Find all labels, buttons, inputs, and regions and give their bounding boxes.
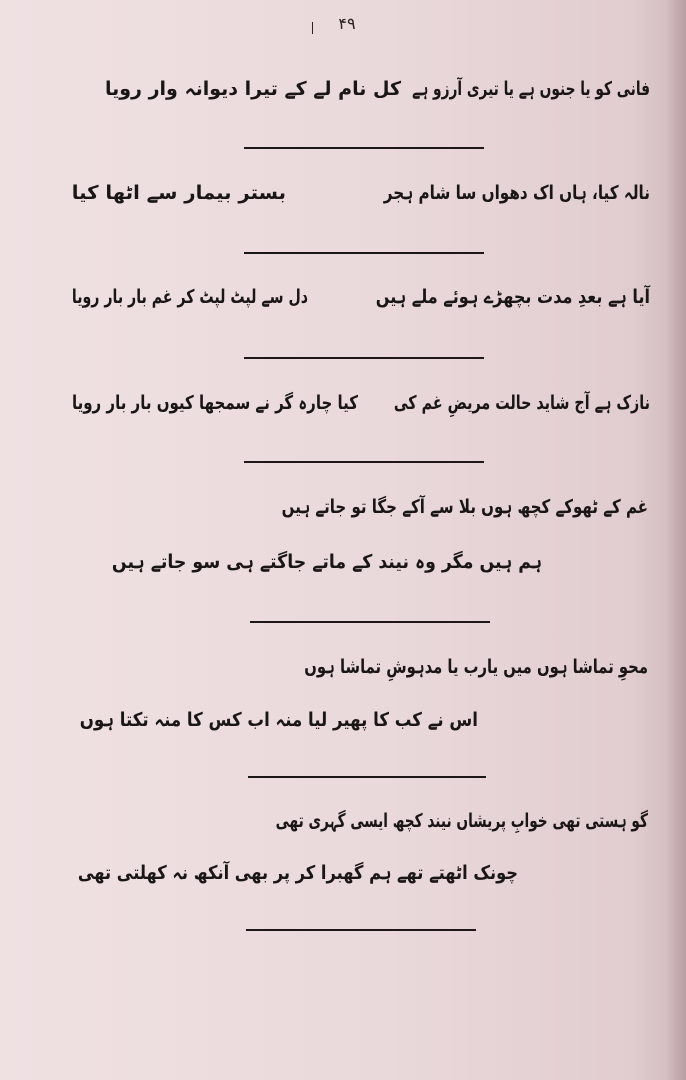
verse-3-right-misra: دل سے لپٹ لپٹ کر غم بار بار رویا: [71, 286, 308, 308]
verse-1-left-misra: فانی کو یا جنوں ہے یا تیری آرزو ہے: [412, 78, 650, 100]
verse-2-left-misra: نالہ کیا، ہاں اک دھواں سا شام ہجر: [383, 182, 650, 204]
verse-2-right-misra: بستر بیمار سے اٹھا کیا: [71, 182, 286, 204]
couplet-2-line-2: اس نے کب کا پھیر لیا منہ اب کس کا منہ تکتا ہوں: [79, 709, 479, 731]
page-mark: [312, 22, 313, 34]
page-number: ۴۹: [338, 14, 356, 33]
couplet-divider: [246, 929, 476, 931]
couplet-1-line-1: غم کے ٹھوکے کچھ ہوں بلا سے آکے جگا تو جاتے ہیں: [281, 496, 648, 518]
verse-divider: [244, 357, 484, 359]
verse-4-right-misra: کیا چارہ گر نے سمجھا کیوں بار بار رویا: [71, 392, 358, 414]
couplet-3-line-1: گو ہستی تھی خوابِ پریشاں نیند کچھ ایسی گہری تھی: [275, 810, 648, 832]
verse-divider: [244, 461, 484, 463]
verse-divider: [244, 147, 484, 149]
verse-4-left-misra: نازک ہے آج شاید حالت مریضِ غم کی: [393, 392, 650, 414]
page-edge-shadow: [666, 0, 686, 1080]
couplet-divider: [248, 776, 486, 778]
verse-divider: [244, 252, 484, 254]
couplet-divider: [250, 621, 490, 623]
couplet-1-line-2: ہم ہیں مگر وہ نیند کے ماتے جاگتے ہی سو جاتے ہیں: [111, 551, 542, 573]
couplet-3-line-2: چونک اٹھتے تھے ہم گھبرا کر پر بھی آنکھ نہ کھلتی تھی: [77, 862, 518, 884]
couplet-2-line-1: محوِ تماشا ہوں میں یارب یا مدہوشِ تماشا ہوں: [304, 656, 648, 678]
verse-3-left-misra: آیا ہے بعدِ مدت بچھڑے ہوئے ملے ہیں: [375, 286, 650, 308]
verse-1-right-misra: کل نام لے کے تیرا دیوانہ وار رویا: [104, 78, 401, 100]
